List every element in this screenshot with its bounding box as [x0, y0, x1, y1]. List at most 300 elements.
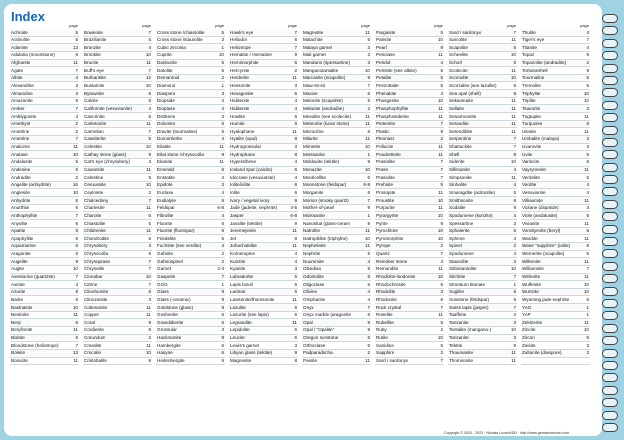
entry-name: Dravite (tourmaline)	[157, 128, 198, 134]
entry-page: 5	[75, 159, 78, 165]
entry-page: 2	[440, 350, 443, 356]
entry-name: Plastic	[376, 128, 390, 134]
entry-page: 3	[513, 220, 516, 226]
entry-page: 7	[586, 266, 589, 272]
entry-page: 6	[367, 312, 370, 318]
entry-name: Cancrinite	[84, 113, 105, 119]
entry-page: 10	[72, 266, 78, 272]
entry-name: Tremolite	[522, 82, 541, 88]
entry-page: 6	[75, 220, 78, 226]
entry-name: Triplite	[522, 98, 536, 104]
entry-name: Charoite	[84, 212, 102, 218]
entry-name: Prasiolite	[376, 174, 395, 180]
entry-page: 5	[221, 29, 224, 35]
entry-page: 9	[367, 266, 370, 272]
index-entry	[156, 358, 225, 366]
entry-name: Beryllonite	[11, 327, 33, 333]
entry-page: 7	[75, 274, 78, 279]
binder-ring	[602, 361, 618, 370]
entry-page: 7	[586, 37, 589, 43]
entry-name: Bronzite	[84, 44, 101, 50]
entry-name: Verdite	[522, 182, 537, 188]
entry-page: 2	[148, 189, 151, 195]
entry-page: 10	[437, 274, 443, 279]
entry-name: Hawk's eye	[230, 29, 254, 35]
entry-name: Swiss lapis (jasper)	[449, 304, 489, 310]
entry-page: 6	[586, 228, 589, 234]
entry-page: 6	[586, 243, 589, 249]
binder-ring	[602, 336, 618, 345]
entry-page: 11	[292, 296, 297, 302]
entry-page: 4	[440, 258, 443, 264]
entry-name: Jade (jadeite, nephrite)	[230, 205, 277, 211]
entry-name: Haüyne	[157, 350, 173, 356]
entry-name: Dumortierite	[157, 136, 183, 142]
entry-name: Ruby	[376, 327, 387, 333]
entry-name: Hercynite	[230, 67, 250, 73]
entry-name: Titanite	[522, 44, 537, 50]
entry-name: Lazurite (see lapis)	[230, 312, 269, 318]
page-column-header: page	[288, 23, 297, 28]
entry-page: 4	[440, 90, 443, 96]
entry-name: Iolite	[230, 189, 240, 195]
entry-page: 13	[72, 44, 78, 50]
entry-name: Albite	[11, 75, 23, 81]
entry-page: 6	[294, 182, 297, 188]
entry-page: 11	[146, 342, 151, 348]
entry-page: 7	[440, 174, 443, 180]
entry-page: 11	[292, 128, 297, 134]
binder-ring	[602, 324, 618, 333]
entry-name: Tanzanite	[449, 319, 469, 325]
entry-name: Agate	[11, 67, 24, 73]
entry-page: 10	[145, 82, 151, 88]
entry-name: Schorl	[449, 60, 463, 66]
entry-name: Magnetite	[303, 29, 324, 35]
entry-name: Chiastolite	[84, 220, 106, 226]
entry-page: 9	[294, 220, 297, 226]
entry-page: 4	[513, 167, 516, 173]
entry-name: Microcline	[303, 128, 324, 134]
entry-page: 5	[221, 128, 224, 134]
entry-page: 5	[148, 136, 151, 142]
entry-name: Vesuvianite	[522, 189, 546, 195]
index-column	[83, 23, 152, 427]
entry-name: Disthene	[157, 113, 176, 119]
entry-page: 7	[367, 304, 370, 310]
binder-ring	[602, 14, 618, 23]
entry-name: Calcite	[84, 98, 99, 104]
entry-page: 6	[75, 251, 78, 257]
entry-name: Scorodite	[449, 75, 469, 81]
entry-name: Chrysocolla	[84, 251, 108, 257]
entry-page: 5	[586, 75, 589, 81]
entry-name: Almandine	[11, 90, 33, 96]
entry-name: Ulexite	[522, 128, 537, 134]
entry-name: Pyrargyrite	[376, 212, 399, 218]
entry-page: 7	[294, 29, 297, 35]
entry-name: Hematite / Hematine	[230, 52, 272, 58]
entry-name: Serandite	[449, 121, 469, 127]
entry-name: Zektzerite	[522, 319, 543, 325]
entry-page: 10	[145, 144, 151, 150]
entry-name: Gaspeite	[157, 274, 176, 279]
entry-page: 5	[513, 228, 516, 234]
entry-name: Javalite (tektite)	[230, 220, 263, 226]
entry-page: 10	[437, 212, 443, 218]
binder-ring	[602, 113, 618, 122]
entry-page: 4	[586, 44, 589, 50]
index-entry	[375, 358, 444, 366]
entry-name: Hambergite	[157, 342, 181, 348]
entry-name: Proustite	[376, 197, 395, 203]
entry-page: 6	[148, 289, 151, 295]
entry-name: Brazilianite	[84, 37, 107, 43]
entry-page: 11	[365, 121, 370, 127]
entry-page: 11	[438, 266, 443, 272]
entry-page: 6	[367, 281, 370, 287]
entry-name: Copper	[84, 312, 100, 318]
entry-name: Enstatite	[157, 174, 175, 180]
entry-name: Omphacite	[303, 296, 326, 302]
entry-page: 6	[294, 289, 297, 295]
entry-page: 5	[221, 67, 224, 73]
entry-name: Hedenbergite	[157, 358, 185, 364]
entry-name: Tourmaline	[522, 75, 545, 81]
entry-page: 11	[584, 319, 589, 325]
entry-name: Mali garnet	[303, 52, 326, 58]
binder-ring	[602, 39, 618, 48]
entry-page: 10	[510, 327, 516, 333]
entry-page: 10	[72, 151, 78, 157]
binder-ring	[602, 126, 618, 135]
entry-page: 7	[75, 342, 78, 348]
entry-page: 4	[513, 182, 516, 188]
entry-name: Natrophilite (triphylite)	[303, 235, 348, 241]
entry-page: 10	[145, 274, 151, 279]
entry-page: 11	[292, 319, 297, 325]
entry-page: 5	[75, 29, 78, 35]
entry-name: Afghanite	[11, 60, 31, 66]
entry-name: Burbankite	[84, 75, 106, 81]
entry-page: 5	[148, 220, 151, 226]
entry-page: 10	[510, 75, 516, 81]
entry-name: Chrysoprase	[84, 258, 111, 264]
entry-name: Cross stone /chiastolite	[157, 29, 205, 35]
entry-name: Hypersthene	[230, 159, 257, 165]
entry-page: 1	[367, 212, 370, 218]
entry-page: 5	[586, 52, 589, 58]
entry-page: 6	[294, 274, 297, 279]
entry-page: 11	[365, 113, 370, 119]
entry-name: Viole (andalusite)	[522, 212, 558, 218]
entry-page: 4	[513, 235, 516, 241]
entry-page: 10	[218, 52, 224, 58]
entry-page: 5	[440, 182, 443, 188]
entry-name: Stibiotantalite	[449, 266, 477, 272]
entry-name: Staurolite	[449, 258, 469, 264]
binder-ring	[602, 373, 618, 382]
entry-page: 6	[513, 82, 516, 88]
entry-page: 11	[146, 312, 151, 318]
entry-name: Rubellite	[376, 319, 394, 325]
binder-ring	[602, 225, 618, 234]
entry-page: 1	[513, 281, 516, 287]
entry-name: Hydrophane	[230, 151, 256, 157]
entry-page: 6	[367, 128, 370, 134]
entry-name: Petalite	[376, 75, 392, 81]
binder-ring	[602, 163, 618, 172]
entry-page: 9	[513, 342, 516, 348]
entry-page: 9	[221, 304, 224, 310]
entry-page: 3	[586, 105, 589, 111]
entry-page: 10	[72, 304, 78, 310]
entry-name: Emerald	[157, 167, 175, 173]
entry-page: 2	[367, 350, 370, 356]
entry-name: Friedelite	[157, 235, 176, 241]
entry-page: 5	[586, 251, 589, 257]
entry-page: 10	[437, 98, 443, 104]
entry-name: Zircon	[522, 335, 535, 341]
entry-name: Rhodolite	[376, 289, 396, 295]
entry-name: Scheelite	[449, 52, 468, 58]
entry-page: 4	[294, 258, 297, 264]
entry-page: 13	[72, 350, 78, 356]
entry-page: 10	[145, 52, 151, 58]
entry-name: Tsavorite	[522, 105, 541, 111]
binder-ring	[602, 76, 618, 85]
index-entry	[229, 358, 298, 366]
entry-page: 10	[145, 350, 151, 356]
entry-name: Cavansite	[84, 167, 105, 173]
entry-page: 3	[221, 113, 224, 119]
entry-name: Goshenite	[157, 312, 178, 318]
entry-name: Heliodor	[230, 37, 248, 43]
entry-page: 10	[364, 67, 370, 73]
entry-name: Oligoclase	[303, 281, 325, 287]
entry-page: 2	[440, 136, 443, 142]
entry-name: Iolite/iolite	[230, 182, 251, 188]
entry-name: Ametrine	[11, 136, 30, 142]
entry-page: 7	[440, 358, 443, 364]
entry-name: Thulite	[522, 29, 536, 35]
entry-name: Olivine	[303, 289, 318, 295]
entry-name: Howlite	[230, 113, 246, 119]
entry-page: 6	[75, 319, 78, 325]
entry-name: Magnesite	[230, 358, 252, 364]
entry-name: Monazite	[303, 167, 322, 173]
entry-name: Garnet	[157, 266, 172, 272]
entry-page: 9	[367, 205, 370, 211]
entry-page: 7	[440, 251, 443, 257]
entry-name: Grossular	[157, 327, 177, 333]
entry-name: Moissanite	[303, 151, 325, 157]
entry-name: Andesine	[11, 167, 31, 173]
entry-page: 7	[148, 197, 151, 203]
entry-page: 6	[148, 113, 151, 119]
entry-page: 11	[146, 205, 151, 211]
entry-page: 4	[294, 251, 297, 257]
entry-name: Bustamite	[84, 82, 105, 88]
entry-page: 10	[583, 327, 589, 333]
entry-name: Beryl	[11, 319, 22, 325]
page-column-header: page	[434, 23, 443, 28]
entry-name: Carnelian	[84, 128, 104, 134]
entry-page: 3	[586, 144, 589, 150]
entry-name: Brucite	[84, 60, 99, 66]
entry-name: Turquoise	[522, 121, 543, 127]
entry-page: 11	[511, 121, 516, 127]
entry-name: Chrysotile	[84, 266, 105, 272]
entry-name: Water "sapphire" (iolite)	[522, 243, 571, 249]
entry-page: 7	[75, 212, 78, 218]
entry-page: 9	[513, 205, 516, 211]
entry-name: Rock crystal	[376, 304, 402, 310]
entry-name: YAP	[522, 312, 531, 318]
entry-page: 3	[367, 44, 370, 50]
entry-page: 7	[440, 159, 443, 165]
entry-name: Amblygonite	[11, 113, 37, 119]
entry-page: 3	[440, 289, 443, 295]
entry-name: Spinel	[449, 243, 462, 249]
entry-page: 6	[367, 189, 370, 195]
entry-page: 11	[146, 228, 151, 234]
entry-page: 4	[221, 243, 224, 249]
entry-page: 11	[292, 75, 297, 81]
entry-name: Goldstone (glass)	[157, 304, 194, 310]
entry-page: 4	[221, 174, 224, 180]
binder-ring	[602, 287, 618, 296]
entry-name: Reindeer stone	[376, 258, 408, 264]
entry-name: Fuchsite (see verdite)	[157, 243, 202, 249]
entry-name: Variscite	[522, 159, 540, 165]
entry-name: Barite	[11, 296, 24, 302]
entry-page: 4	[440, 60, 443, 66]
entry-name: Manganotantalite	[303, 67, 339, 73]
entry-name: Childrenite	[84, 228, 106, 234]
entry-name: Thaumasite	[449, 350, 474, 356]
entry-page: 9	[440, 220, 443, 226]
entry-name: Clinozoisite	[84, 296, 108, 302]
entry-name: Herderite	[230, 75, 249, 81]
entry-page: 16	[72, 182, 78, 188]
entry-name: Californite (vesuvianite)	[84, 105, 132, 111]
entry-name: Diaspora	[157, 90, 176, 96]
entry-name: Spessartine	[449, 220, 474, 226]
entry-page: 11	[365, 358, 370, 364]
entry-page: 11	[438, 144, 443, 150]
entry-name: Lawsonite/thomsonite	[230, 296, 275, 302]
entry-page: 2	[75, 121, 78, 127]
entry-name: Citrine	[84, 281, 98, 287]
binder-ring	[602, 411, 618, 420]
entry-page: 8	[513, 90, 516, 96]
entry-name: Apatite	[11, 228, 26, 234]
entry-name: Actinolite	[11, 37, 30, 43]
entry-page: 6	[75, 296, 78, 302]
entry-name: Serendibite	[449, 128, 473, 134]
entry-name: Fluorite (fluorspar)	[157, 228, 195, 234]
entry-name: Violane (diopside)	[522, 205, 559, 211]
entry-name: Chrysobery	[84, 243, 108, 249]
entry-page: 11	[438, 189, 443, 195]
binder-ring	[602, 274, 618, 283]
entry-name: Cordierite	[84, 327, 104, 333]
entry-page: 10	[364, 144, 370, 150]
entry-name: Grandidierite	[157, 319, 184, 325]
entry-name: Obsidian	[303, 266, 322, 272]
entry-page: 1	[586, 304, 589, 310]
entry-name: Bastnäsite	[11, 304, 33, 310]
entry-page: 2	[75, 174, 78, 180]
entry-name: Monticellite	[303, 174, 326, 180]
entry-page: 6-8	[290, 212, 297, 218]
entry-name: Smithsonite	[449, 197, 474, 203]
entry-page: 6	[148, 235, 151, 241]
entry-page: 5	[221, 235, 224, 241]
index-page	[4, 4, 602, 436]
entry-page: 4	[367, 289, 370, 295]
entry-name: Brookite	[84, 52, 101, 58]
entry-name: Cathay stone (glass)	[84, 151, 127, 157]
entry-page: 4	[75, 75, 78, 81]
entry-page: 5	[586, 174, 589, 180]
entry-page: 5	[440, 29, 443, 35]
entry-name: Malachite	[303, 37, 323, 43]
entry-name: Shattuckite	[449, 144, 472, 150]
entry-name: Wardite	[522, 235, 538, 241]
entry-page: 10	[437, 228, 443, 234]
entry-name: Sphalerite	[449, 228, 470, 234]
entry-name: Sphene	[449, 235, 465, 241]
page-title: Index	[11, 9, 45, 24]
entry-name: Uvite	[522, 151, 533, 157]
entry-page: 11	[438, 52, 443, 58]
entry-page: 5	[586, 296, 589, 302]
entry-name: Pearl	[376, 44, 387, 50]
entry-name: Hexagonite	[230, 90, 254, 96]
entry-page: 3	[148, 243, 151, 249]
entry-page: 6	[294, 113, 297, 119]
entry-page: 8	[294, 358, 297, 364]
entry-name: Johachidolite	[230, 243, 257, 249]
entry-page: 8	[367, 319, 370, 325]
entry-page: 4	[221, 189, 224, 195]
entry-page: 5	[513, 60, 516, 66]
entry-name: Vorobyevite (beryl)	[522, 228, 561, 234]
entry-name: Pyrope	[376, 243, 391, 249]
entry-page: 6	[75, 52, 78, 58]
entry-page: 9	[221, 289, 224, 295]
entry-name: Hiddenite	[230, 105, 250, 111]
entry-page: 4	[75, 281, 78, 287]
entry-name: Aragonite	[11, 251, 31, 257]
entry-page: 2	[440, 327, 443, 333]
entry-page: 6	[294, 37, 297, 43]
entry-name: Tiger's eye	[522, 37, 545, 43]
entry-page: 6	[367, 274, 370, 279]
entry-name: Opal	[303, 319, 313, 325]
entry-name: Euclase	[157, 189, 174, 195]
entry-page: 11	[73, 144, 78, 150]
entry-name: Peridot	[376, 60, 391, 66]
entry-page: 5	[294, 90, 297, 96]
entry-name: Umbalite (malaya)	[522, 136, 560, 142]
entry-name: Phosphophyllite	[376, 105, 409, 111]
index-entry	[302, 358, 371, 366]
entry-name: Tantalite (mangano-)	[449, 327, 492, 333]
entry-name: Epidote	[157, 182, 173, 188]
